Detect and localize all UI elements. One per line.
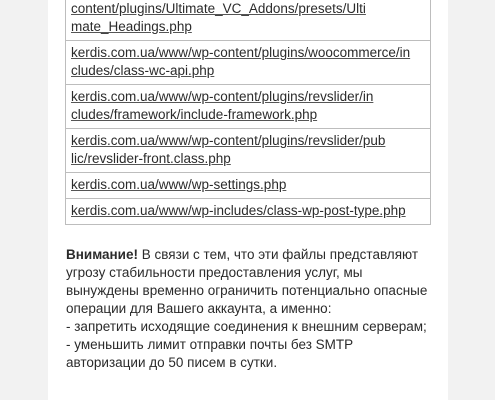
infected-files-table bbox=[65, 0, 431, 225]
file-link-line: cludes/class-wc-api.php bbox=[71, 63, 215, 78]
table-row bbox=[66, 129, 431, 173]
file-link-line: lic/revslider-front.class.php bbox=[71, 151, 231, 166]
file-link-line: mate_Headings.php bbox=[71, 19, 192, 34]
table-cell bbox=[66, 0, 431, 41]
file-link-line: kerdis.com.ua/www/wp-content/plugins/woocommerce/in bbox=[71, 45, 411, 60]
file-link[interactable] bbox=[71, 45, 410, 78]
notice-intro bbox=[66, 246, 432, 318]
notice-item: - запретить исходящие соединения к внешним серверам; bbox=[66, 319, 427, 334]
table-cell bbox=[66, 41, 431, 85]
file-link-line: kerdis.com.ua/www/wp-content/plugins/revslider/in bbox=[71, 89, 374, 104]
notice-intro-text: В связи с тем, что эти файлы представляют угрозу стабильности предоставления услуг, мы вынуждены временно ограничить потенциально опасные операции для Вашего аккаунта, а именно: bbox=[66, 247, 428, 316]
message-card bbox=[48, 0, 448, 400]
table-row bbox=[66, 85, 431, 129]
warning-label: Внимание! bbox=[66, 247, 138, 262]
file-link[interactable] bbox=[71, 133, 385, 166]
file-link[interactable] bbox=[71, 1, 366, 34]
file-link-line: kerdis.com.ua/www/wp-content/plugins/revslider/pub bbox=[71, 133, 386, 148]
table-cell bbox=[66, 199, 431, 225]
file-link[interactable]: kerdis.com.ua/www/wp-includes/class-wp-post-type.php bbox=[71, 203, 406, 218]
file-link[interactable] bbox=[71, 89, 373, 122]
notice-item: - уменьшить лимит отправки почты без SMTP авторизации до 50 писем в сутки. bbox=[66, 337, 353, 370]
table-cell bbox=[66, 129, 431, 173]
file-link[interactable]: kerdis.com.ua/www/wp-settings.php bbox=[71, 177, 287, 192]
table-row bbox=[66, 0, 431, 41]
table-cell bbox=[66, 85, 431, 129]
table-row bbox=[66, 41, 431, 85]
table-cell bbox=[66, 173, 431, 199]
table-row bbox=[66, 173, 431, 199]
file-link-line: content/plugins/Ultimate_VC_Addons/presets/Ulti bbox=[71, 1, 366, 16]
warning-notice bbox=[66, 246, 432, 372]
file-link-line: cludes/framework/include-framework.php bbox=[71, 107, 318, 122]
table-row bbox=[66, 199, 431, 225]
